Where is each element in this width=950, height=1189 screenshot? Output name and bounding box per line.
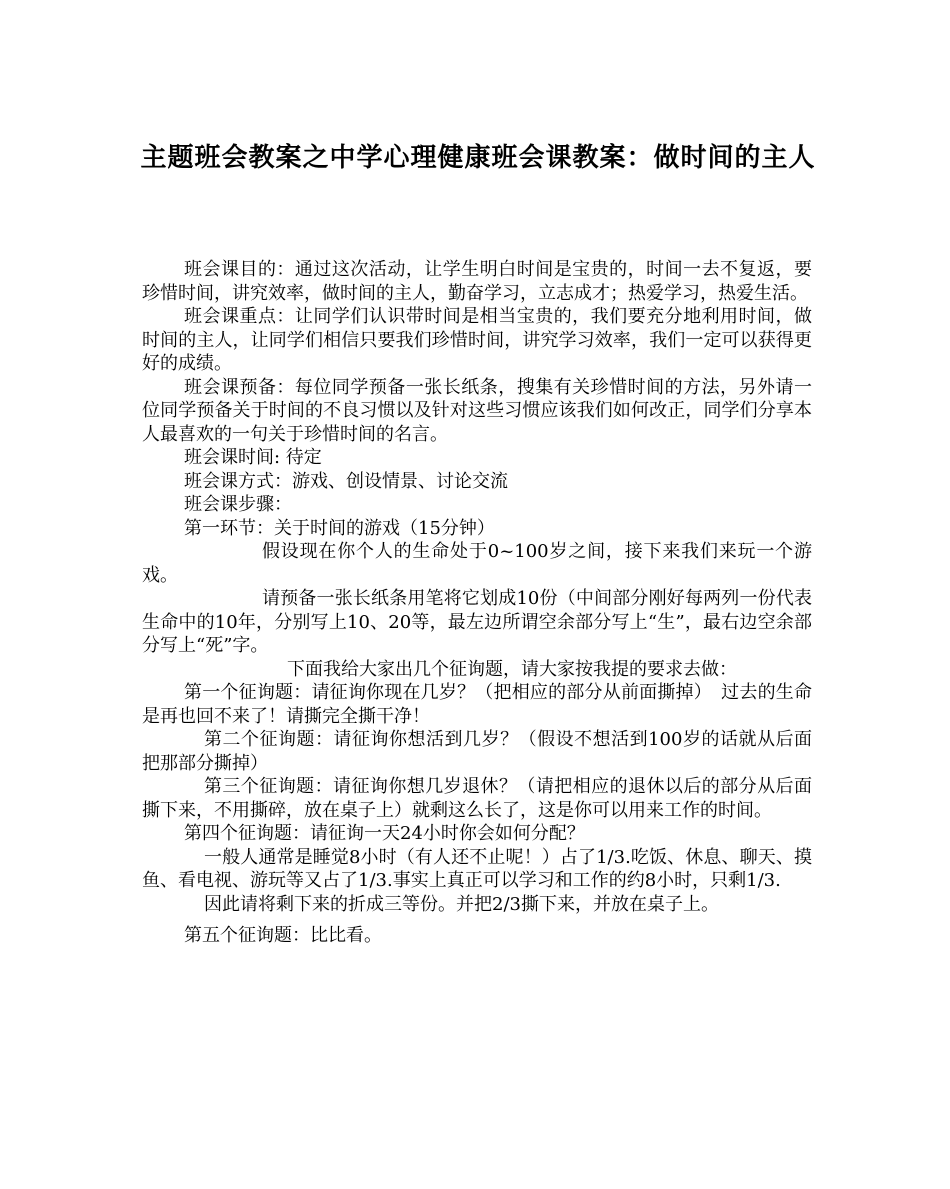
paragraph-questions-intro: 下面我给大家出几个征询题，请大家按我提的要求去做：: [287, 658, 737, 680]
paragraph-method: 班会课方式：游戏、创设情景、讨论交流: [184, 470, 508, 492]
paragraph-time: 班会课时间: 待定: [184, 447, 322, 468]
paragraph-focus: 班会课重点：让同学们认识带时间是相当宝贵的，我们要充分地利用时间，做时间的主人，让同学们相信只要我们珍惜时间，讲究学习效率，我们一定可以获得更好的成绩。: [142, 306, 812, 374]
document-body: [142, 258, 812, 948]
document-title: 主题班会教案之中学心理健康班会课教案：做时间的主人: [140, 143, 816, 173]
paragraph-steps: 班会课步骤：: [184, 494, 292, 515]
paragraph-fold-thirds: 因此请将剩下来的折成三等份。并把2/3撕下来，并放在桌子上。: [204, 893, 719, 915]
paragraph-purpose: 班会课目的：通过这次活动，让学生明白时间是宝贵的，时间一去不复返，要珍惜时间，讲究效率，做时间的主人，勤奋学习，立志成才；热爱学习，热爱生活。: [142, 259, 812, 304]
paragraph-stage-one: 第一环节：关于时间的游戏（15分钟）: [184, 517, 495, 539]
paragraph-paper-strip: 请预备一张长纸条用笔将它划成10份（中间部分刚好每两列一份代表生命中的10年，分别写上10、20等，最左边所谓空余部分写上“生”，最右边空余部分写上“死”字。: [142, 588, 812, 656]
paragraph-game-intro: 假设现在你个人的生命处于0~100岁之间，接下来我们来玩一个游戏。: [142, 541, 812, 586]
paragraph-question-five: 第五个征询题：比比看。: [184, 925, 382, 946]
paragraph-preparation: 班会课预备：每位同学预备一张长纸条，搜集有关珍惜时间的方法，另外请一位同学预备关于时间的不良习惯以及针对这些习惯应该我们如何改正，同学们分享本人最喜欢的一句关于珍惜时间的名言。: [142, 376, 812, 445]
paragraph-question-one: 第一个征询题：请征询你现在几岁？（把相应的部分从前面撕掉） 过去的生命是再也回不来了！请撕完全撕干净！: [142, 682, 812, 727]
paragraph-question-two: 第二个征询题：请征询你想活到几岁？（假设不想活到100岁的话就从后面把那部分撕掉）: [142, 729, 812, 774]
paragraph-question-three: 第三个征询题：请征询你想几岁退休？（请把相应的退休以后的部分从后面撕下来，不用撕碎，放在桌子上）就剩这么长了，这是你可以用来工作的时间。: [142, 776, 812, 821]
paragraph-daily-split: 一般人通常是睡觉8小时（有人还不止呢！）占了1/3.吃饭、休息、聊天、摸鱼、看电视、游玩等又占了1/3.事实上真正可以学习和工作的约8小时，只剩1/3.: [142, 846, 812, 891]
paragraph-question-four: 第四个征询题：请征询一天24小时你会如何分配？: [184, 823, 585, 844]
